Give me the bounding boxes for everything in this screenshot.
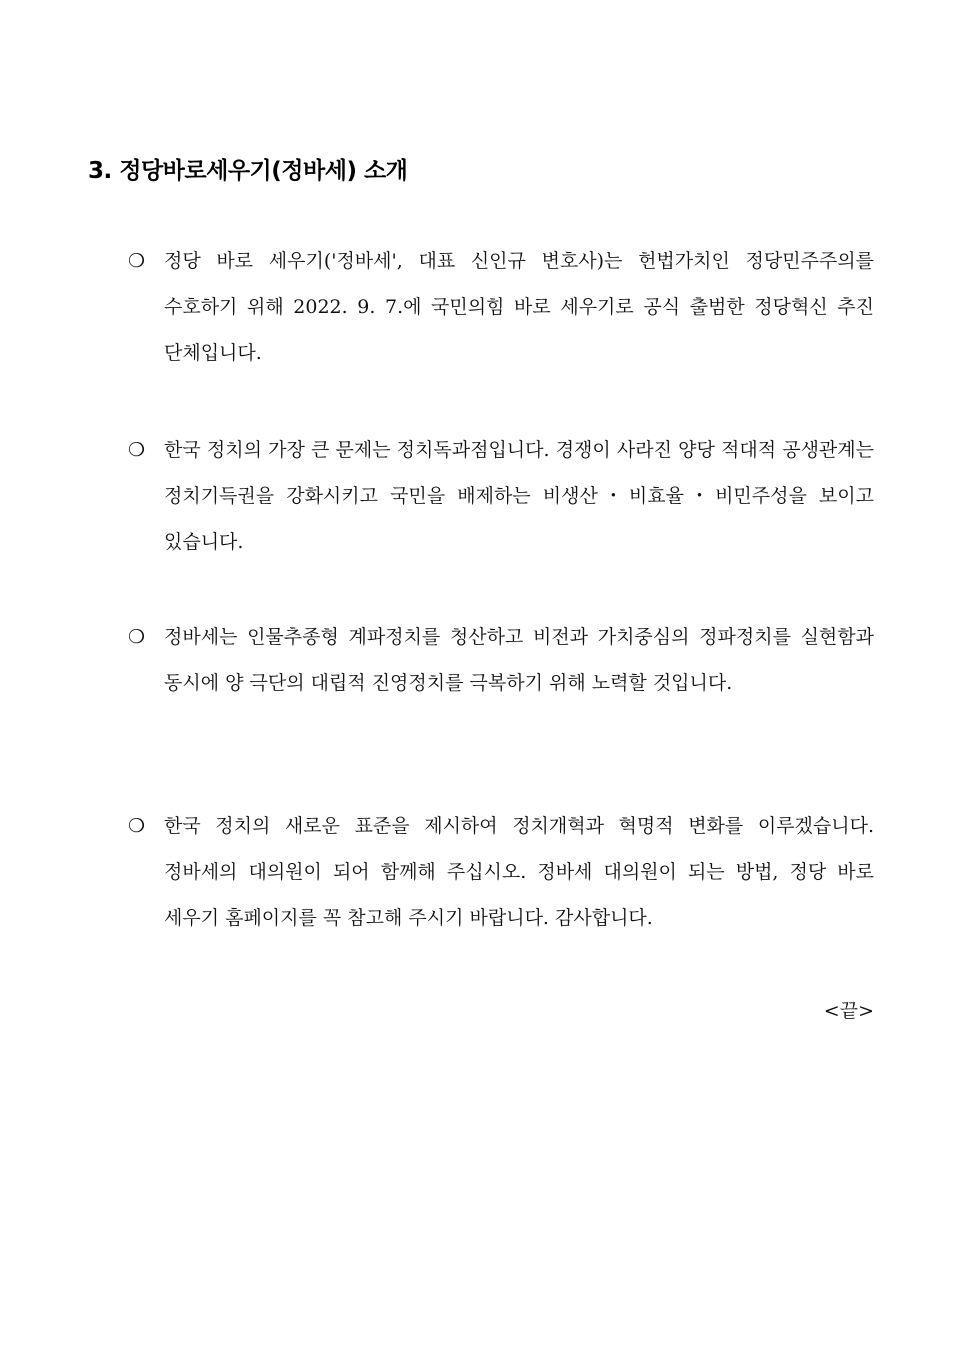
paragraph-text: 정당 바로 세우기('정바세', 대표 신인규 변호사)는 헌법가치인 정당민주주의를 수호하기 위해 2022. 9. 7.에 국민의힘 바로 세우기로 공식 출범한 정당혁신 추진 단체입니다. — [164, 250, 874, 364]
list-item — [128, 803, 874, 941]
circle-bullet-icon: ❍ — [128, 626, 146, 648]
paragraph-text: 한국 정치의 가장 큰 문제는 정치독과점입니다. 경쟁이 사라진 양당 적대적 공생관계는 정치기득권을 강화시키고 국민을 배제하는 비생산・비효율・비민주성을 보이고 있습니다. — [164, 439, 874, 553]
section-title: 3. 정당바로세우기(정바세) 소개 — [88, 158, 408, 184]
circle-bullet-icon: ❍ — [128, 250, 146, 272]
list-item — [128, 614, 874, 706]
circle-bullet-icon: ❍ — [128, 439, 146, 461]
end-mark: <끝> — [823, 1000, 874, 1022]
paragraph-text: 한국 정치의 새로운 표준을 제시하여 정치개혁과 혁명적 변화를 이루겠습니다. 정바세의 대의원이 되어 함께해 주십시오. 정바세 대의원이 되는 방법, 정당 바로 세우기 홈페이지를 꼭 참고해 주시기 바랍니다. 감사합니다. — [164, 815, 874, 929]
paragraph-text: 정바세는 인물추종형 계파정치를 청산하고 비전과 가치중심의 정파정치를 실현함과 동시에 양 극단의 대립적 진영정치를 극복하기 위해 노력할 것입니다. — [164, 626, 874, 694]
list-item — [128, 427, 874, 565]
circle-bullet-icon: ❍ — [128, 815, 146, 837]
list-item — [128, 238, 874, 376]
